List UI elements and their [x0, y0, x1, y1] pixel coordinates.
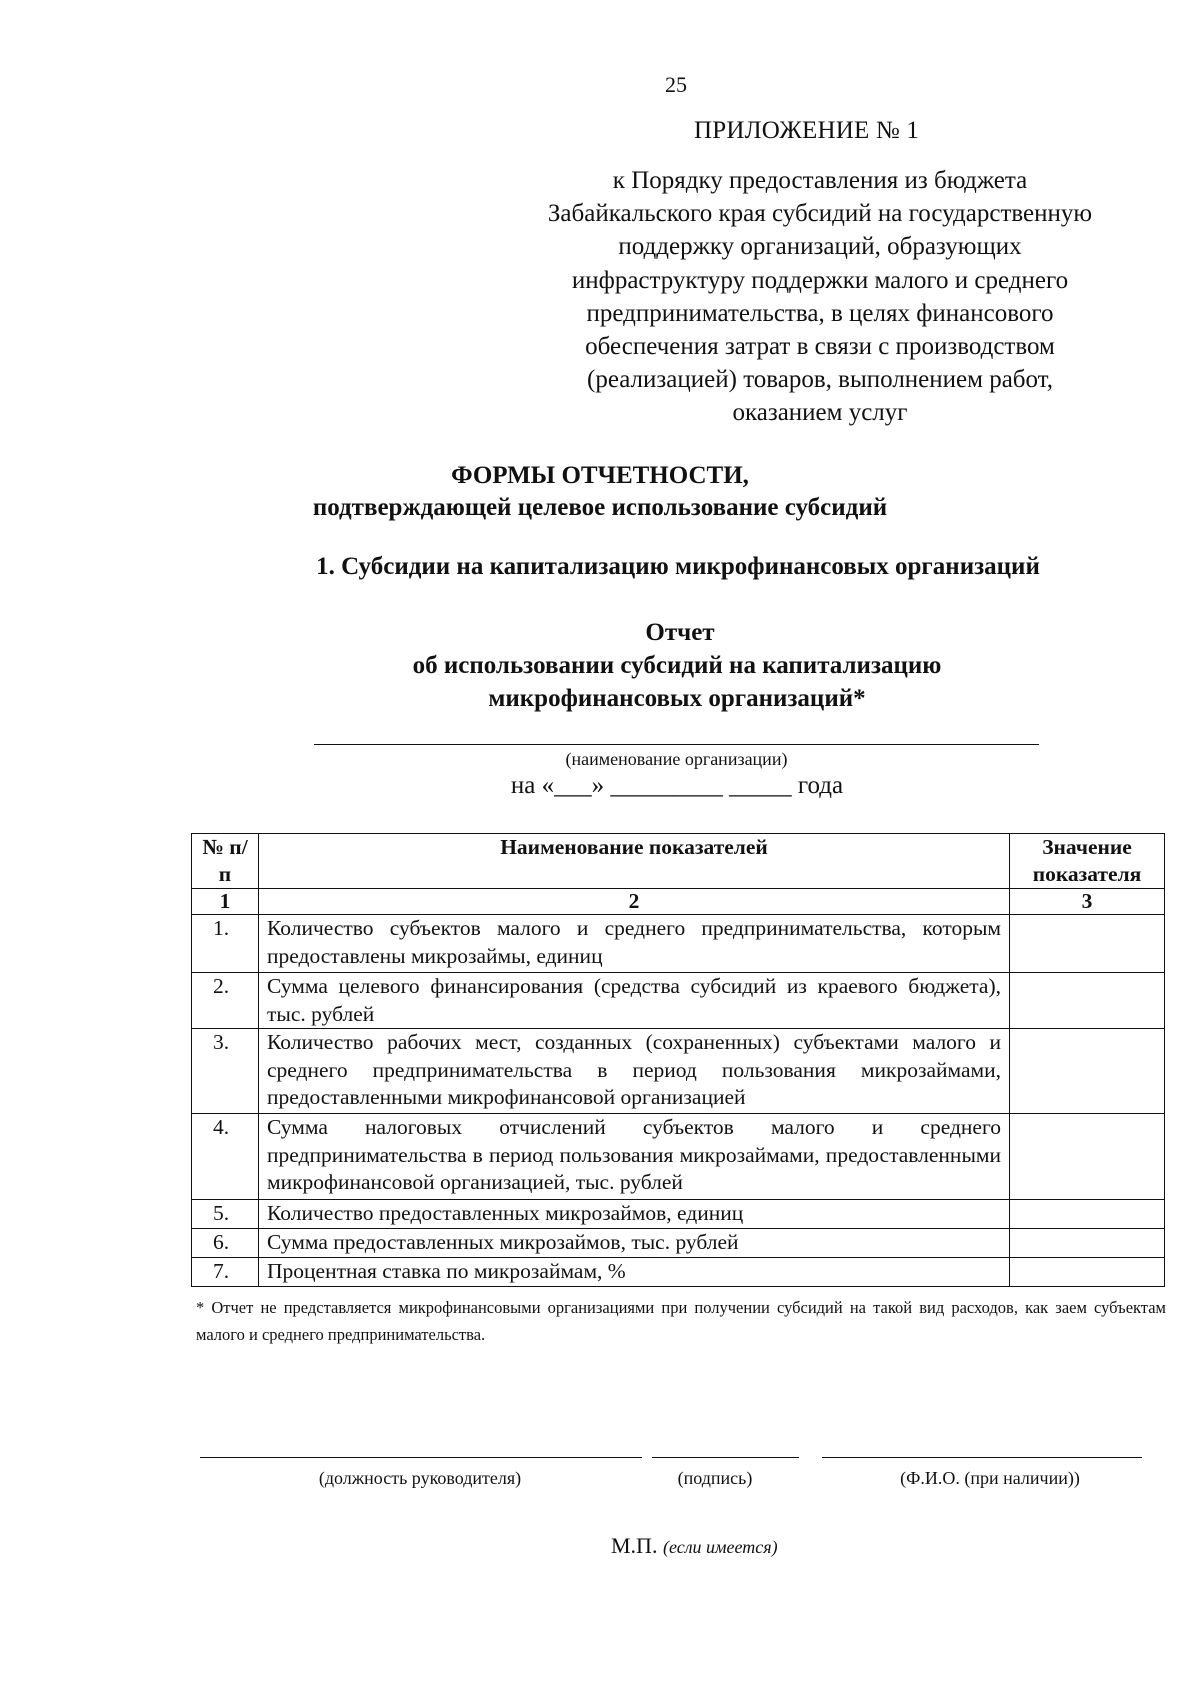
report-table [191, 833, 1165, 1287]
org-name-caption: (наименование организации) [565, 749, 788, 769]
row-number: 4. [192, 1114, 259, 1200]
signature-line-signature [652, 1457, 799, 1458]
heading-title: ФОРМЫ ОТЧЕТНОСТИ, [451, 462, 749, 489]
date-line: на «___» _________ _____ года [510, 772, 844, 799]
stamp-note: (если имеется) [662, 1537, 778, 1557]
row-value [1010, 973, 1165, 1029]
row-name: Количество рабочих мест, созданных (сохраненных) субъектами малого и среднего предпринимательства в период пользования микрозаймами, предоставленными микрофинансовой организацией [259, 1029, 1010, 1114]
row-name: Сумма налоговых отчислений субъектов малого и среднего предпринимательства в период пользования микрозаймами, предоставленными микрофинансовой организацией, тыс. рублей [259, 1114, 1010, 1200]
report-title: Отчет [645, 619, 715, 646]
org-name-line [314, 744, 1039, 745]
column-number: 2 [259, 889, 1010, 915]
row-value [1010, 1200, 1165, 1229]
table-row [192, 915, 1165, 973]
column-number: 3 [1010, 889, 1165, 915]
report-subtitle: об использовании субсидий на капитализацию [412, 652, 942, 679]
row-number: 5. [192, 1200, 259, 1229]
signature-line-name [822, 1457, 1142, 1458]
row-number: 6. [192, 1228, 259, 1257]
row-name: Количество предоставленных микрозаймов, единиц [259, 1200, 1010, 1229]
appendix-line: поддержку организаций, образующих [618, 233, 1022, 261]
table-row [192, 1257, 1165, 1286]
table-row [192, 1200, 1165, 1229]
appendix-text [480, 164, 1160, 430]
heading-subtitle: подтверждающей целевое использование субсидий [312, 494, 888, 521]
signature-caption-position: (должность руководителя) [318, 1468, 522, 1488]
header-value: Значение показателя [1010, 834, 1165, 889]
signature-caption-signature: (подпись) [677, 1468, 753, 1488]
appendix-line: оказанием услуг [732, 399, 908, 427]
row-name: Количество субъектов малого и среднего предпринимательства, которым предоставлены микрозаймы, единиц [259, 915, 1010, 973]
table-column-numbers-row [192, 889, 1165, 915]
table-header-row [192, 834, 1165, 889]
report-subtitle-2: микрофинансовых организаций* [488, 685, 866, 712]
stamp-place [611, 1533, 778, 1559]
appendix-line: (реализацией) товаров, выполнением работ, [587, 366, 1053, 394]
footnote: * Отчет не представляется микрофинансовыми организациями при получении субсидий на такой вид расходов, как заем субъектам малого и среднего предпринимательства. [196, 1298, 1166, 1344]
appendix-line: к Порядку предоставления из бюджета [612, 167, 1028, 194]
table-row [192, 973, 1165, 1029]
page-number: 25 [665, 72, 687, 97]
row-value [1010, 915, 1165, 973]
row-number: 1. [192, 915, 259, 973]
header-number: № п/п [192, 834, 259, 889]
row-value [1010, 1114, 1165, 1200]
table-row [192, 1228, 1165, 1257]
header-name: Наименование показателей [259, 834, 1010, 889]
row-name: Процентная ставка по микрозаймам, % [259, 1257, 1010, 1286]
row-number: 2. [192, 973, 259, 1029]
column-number: 1 [192, 889, 259, 915]
appendix-line: инфраструктуру поддержки малого и среднего [571, 266, 1069, 294]
table-row [192, 1114, 1165, 1200]
row-number: 7. [192, 1257, 259, 1286]
row-value [1010, 1029, 1165, 1114]
row-value [1010, 1257, 1165, 1286]
appendix-title: ПРИЛОЖЕНИЕ № 1 [694, 117, 920, 144]
row-value [1010, 1228, 1165, 1257]
stamp-label: М.П. [611, 1533, 658, 1558]
section-title: 1. Субсидии на капитализацию микрофинансовых организаций [316, 553, 1040, 580]
appendix-line: Забайкальского края субсидий на государственную [547, 200, 1093, 228]
signature-caption-name: (Ф.И.О. (при наличии)) [900, 1468, 1080, 1488]
row-number: 3. [192, 1029, 259, 1114]
signature-line-position [200, 1457, 642, 1458]
appendix-line: обеспечения затрат в связи с производством [585, 333, 1055, 361]
row-name: Сумма предоставленных микрозаймов, тыс. рублей [259, 1228, 1010, 1257]
table-row [192, 1029, 1165, 1114]
row-name: Сумма целевого финансирования (средства субсидий из краевого бюджета), тыс. рублей [259, 973, 1010, 1029]
appendix-line: предпринимательства, в целях финансового [586, 299, 1054, 327]
